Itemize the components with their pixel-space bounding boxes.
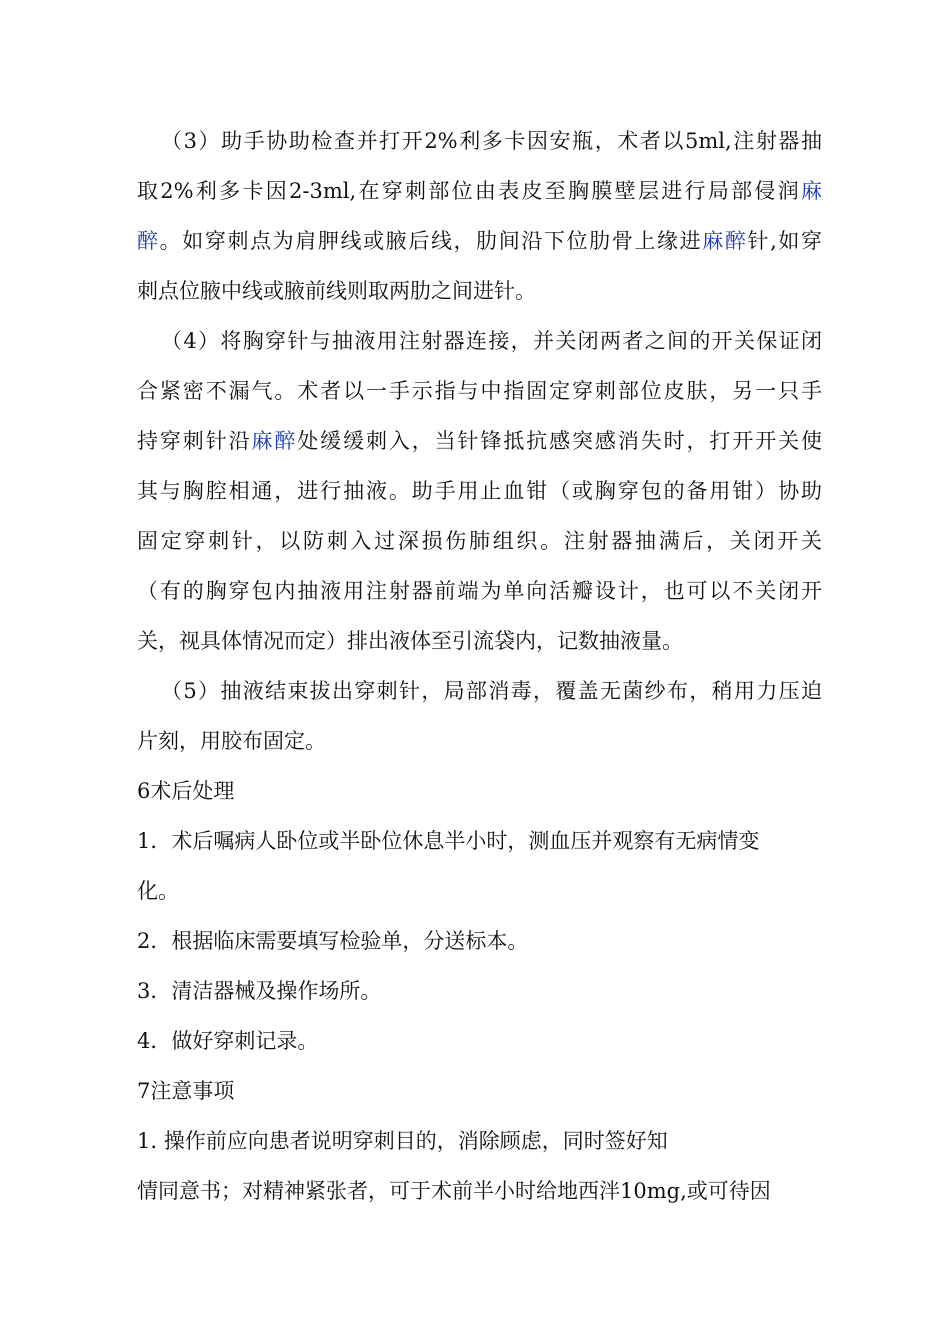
- paragraph-3-text: 取2%利多卡因2-3ml,在穿刺部位由表皮至胸膜壁层进行局部侵润: [137, 179, 801, 203]
- link-anesthesia[interactable]: 麻醉: [251, 429, 298, 453]
- section-6-item-2: 2．根据临床需要填写检验单，分送标本。: [137, 929, 529, 953]
- paragraph-4-line-5: 固定穿刺针，以防刺入过深损伤肺组织。注射器抽满后，关闭开关: [137, 529, 822, 553]
- paragraph-3-line-2: [137, 166, 822, 216]
- paragraph-4-line-2: 合紧密不漏气。术者以一手示指与中指固定穿刺部位皮肤，另一只手: [137, 379, 822, 403]
- paragraph-3-line-4: 刺点位腋中线或腋前线则取两肋之间进针。: [137, 279, 536, 303]
- section-6-item-3: 3．清洁器械及操作场所。: [137, 979, 382, 1003]
- section-6-item-4: 4．做好穿刺记录。: [137, 1029, 319, 1053]
- paragraph-4-line-6: （有的胸穿包内抽液用注射器前端为单向活瓣设计，也可以不关闭开: [137, 579, 822, 603]
- paragraph-3-line-3: [137, 216, 822, 266]
- paragraph-4-line-4: 其与胸腔相通，进行抽液。助手用止血钳（或胸穿包的备用钳）协助: [137, 479, 822, 503]
- paragraph-3-text: 。如穿刺点为肩胛线或腋后线，肋间沿下位肋骨上缘进: [159, 229, 703, 253]
- paragraph-4-line-3: [137, 416, 822, 466]
- paragraph-4-text: 持穿刺针沿: [137, 429, 252, 453]
- section-6-heading: 6术后处理: [137, 779, 235, 803]
- section-6-item-1-line-2: 化。: [137, 879, 179, 903]
- paragraph-4-text: 处缓缓刺入，当针锋抵抗感突感消失时，打开开关使: [297, 429, 823, 453]
- paragraph-4-line-7: 关，视具体情况而定）排出液体至引流袋内，记数抽液量。: [137, 629, 683, 653]
- paragraph-3-line-1: （3）助手协助检查并打开2%利多卡因安瓶，术者以5ml,注射器抽: [161, 129, 822, 153]
- paragraph-3-text: 针,如穿: [747, 229, 823, 253]
- link-anesthesia[interactable]: 麻醉: [702, 229, 748, 253]
- paragraph-4-line-1: （4）将胸穿针与抽液用注射器连接，并关闭两者之间的开关保证闭: [161, 329, 822, 353]
- link-anesthesia[interactable]: 醉: [137, 229, 160, 253]
- link-anesthesia[interactable]: 麻: [801, 179, 822, 203]
- section-7-heading: 7注意事项: [137, 1079, 235, 1103]
- section-7-item-1-line-2: 情同意书；对精神紧张者，可于术前半小时给地西泮10mg,或可待因: [137, 1179, 771, 1203]
- paragraph-5-line-1: （5）抽液结束拔出穿刺针，局部消毒，覆盖无菌纱布，稍用力压迫: [161, 679, 822, 703]
- section-7-item-1-line-1: 1. 操作前应向患者说明穿刺目的，消除顾虑，同时签好知: [137, 1129, 668, 1153]
- paragraph-5-line-2: 片刻，用胶布固定。: [137, 729, 326, 753]
- document-body: [137, 116, 822, 1216]
- section-6-item-1-line-1: 1．术后嘱病人卧位或半卧位休息半小时，测血压并观察有无病情变: [137, 829, 760, 853]
